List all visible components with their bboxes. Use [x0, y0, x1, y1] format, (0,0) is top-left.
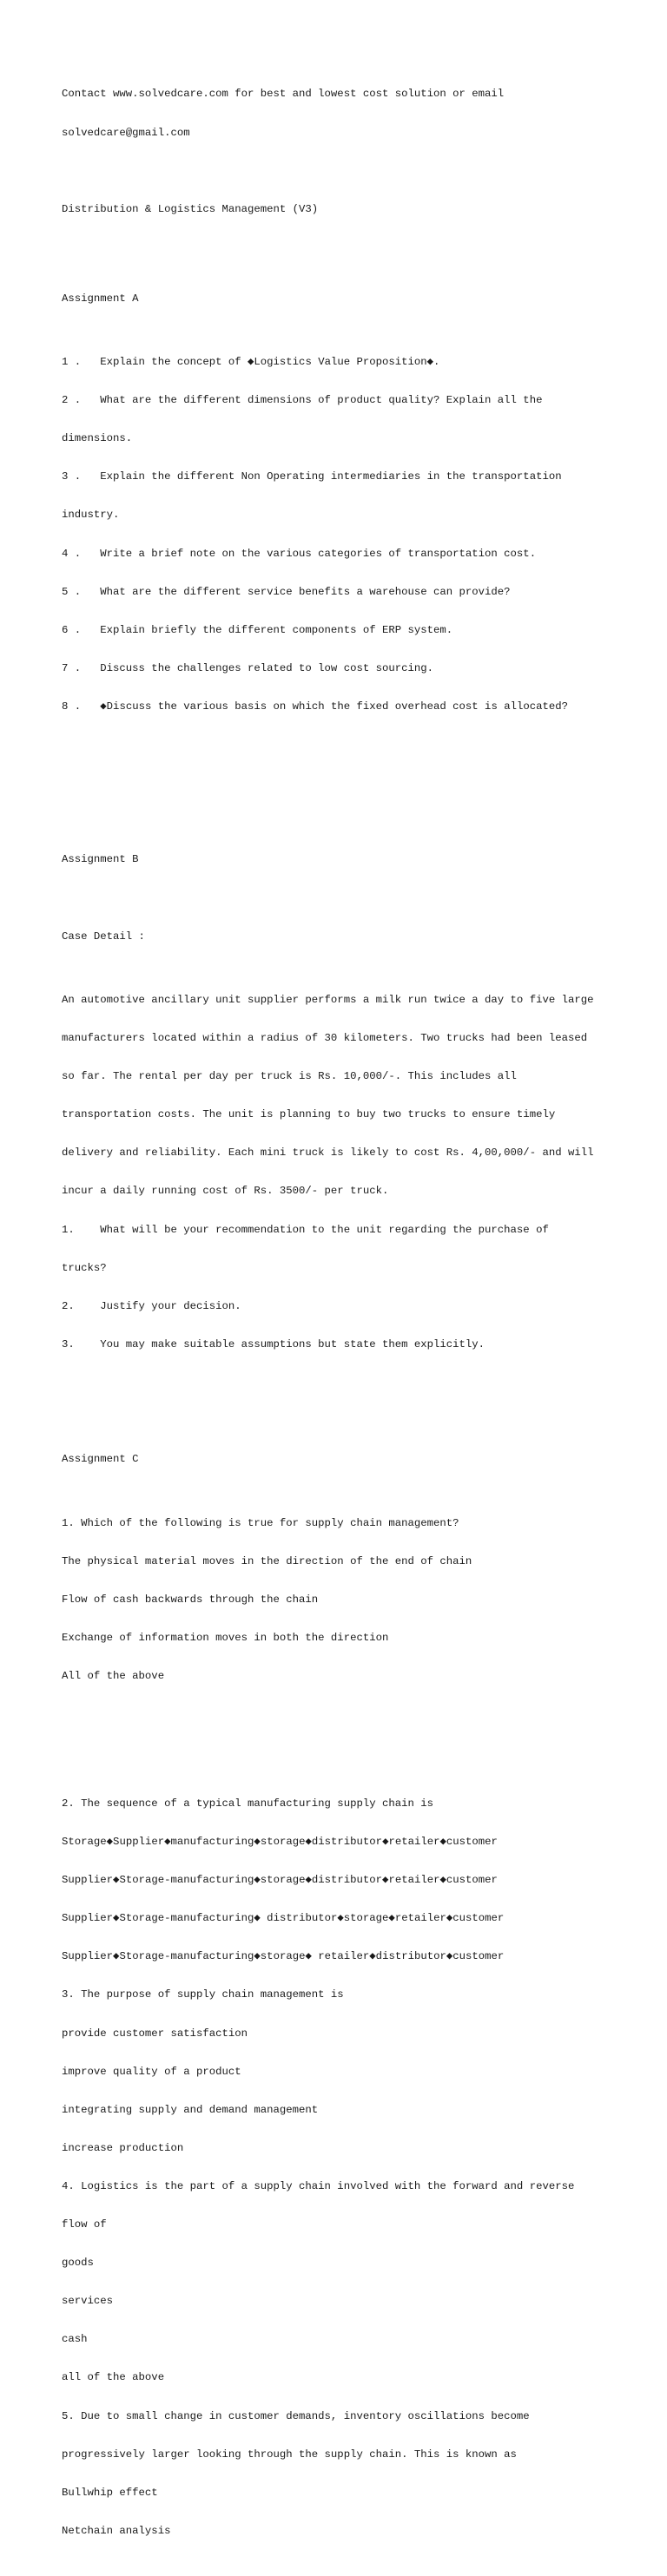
text-line: All of the above [62, 1670, 165, 1683]
text-line: The physical material moves in the direction of the end of chain [62, 1554, 472, 1567]
assignment-a-heading: Assignment A [62, 292, 139, 305]
text-line: Supplier◆Storage-manufacturing◆ distributor◆storage◆retailer◆customer [62, 1912, 505, 1925]
text-line: Supplier◆Storage-manufacturing◆storage◆distributor◆retailer◆customer [62, 1874, 498, 1887]
text-line: transportation costs. The unit is planning to buy two trucks to ensure timely [62, 1108, 556, 1121]
spacer [62, 165, 661, 178]
assignment-c-q1 [62, 1491, 661, 1708]
text-line: 2. Justify your decision. [62, 1299, 241, 1312]
text-line: dimensions. [62, 432, 133, 445]
assignment-c-q2-onward [62, 1772, 661, 2563]
text-line: 3 . Explain the different Non Operating intermediaries in the transportation [62, 470, 562, 483]
text-line: 3. You may make suitable assumptions but state them explicitly. [62, 1337, 485, 1350]
text-line: Flow of cash backwards through the chain [62, 1593, 319, 1606]
text-line: improve quality of a product [62, 2065, 241, 2078]
text-line: 8 . ◆Discuss the various basis on which the fixed overhead cost is allocated? [62, 700, 568, 713]
text-line: 1. What will be your recommendation to the unit regarding the purchase of [62, 1223, 549, 1236]
text-line: 1. Which of the following is true for supply chain management? [62, 1516, 459, 1529]
text-line: cash [62, 2333, 88, 2346]
document-page [62, 62, 661, 2576]
spacer [62, 803, 661, 816]
text-line: goods [62, 2257, 94, 2270]
text-line: 5 . What are the different service benefits a warehouse can provide? [62, 585, 511, 598]
contact-line-1: Contact www.solvedcare.com for best and lowest cost solution or email [62, 88, 505, 101]
spacer [62, 891, 661, 904]
text-line: delivery and reliability. Each mini truck is likely to cost Rs. 4,00,000/- and will [62, 1147, 594, 1160]
text-line: An automotive ancillary unit supplier performs a milk run twice a day to five large [62, 994, 594, 1006]
spacer [62, 764, 661, 777]
assignment-c-heading: Assignment C [62, 1453, 139, 1466]
contact-line-2: solvedcare@gmail.com [62, 126, 190, 139]
text-line: 7 . Discuss the challenges related to low cost sourcing. [62, 661, 434, 674]
spacer [62, 1734, 661, 1747]
text-line: flow of [62, 2218, 107, 2231]
text-line: 1 . Explain the concept of ◆Logistics Value Proposition◆. [62, 356, 440, 369]
assignment-a-questions [62, 331, 661, 739]
text-line: integrating supply and demand management [62, 2103, 319, 2116]
text-line: Exchange of information moves in both the direction [62, 1631, 389, 1644]
text-line: Supplier◆Storage-manufacturing◆storage◆ retailer◆distributor◆customer [62, 1950, 505, 1963]
text-line: provide customer satisfaction [62, 2027, 248, 2040]
text-line: Storage◆Supplier◆manufacturing◆storage◆distributor◆retailer◆customer [62, 1836, 498, 1849]
text-line: industry. [62, 509, 120, 522]
text-line: incur a daily running cost of Rs. 3500/- per truck. [62, 1185, 389, 1198]
text-line: 4 . Write a brief note on the various categories of transportation cost. [62, 547, 537, 560]
text-line: 4. Logistics is the part of a supply chain involved with the forward and reverse [62, 2179, 575, 2192]
text-line: 6 . Explain briefly the different components of ERP system. [62, 623, 453, 636]
text-line: 5. Due to small change in customer demands, inventory oscillations become [62, 2409, 530, 2422]
assignment-b-case [62, 969, 661, 1377]
text-line: Bullwhip effect [62, 2486, 158, 2499]
document-title: Distribution & Logistics Management (V3) [62, 202, 319, 215]
spacer [62, 241, 661, 254]
text-line: Netchain analysis [62, 2524, 171, 2537]
text-line: trucks? [62, 1261, 107, 1274]
assignment-b-heading: Assignment B [62, 853, 139, 866]
text-line: all of the above [62, 2371, 165, 2384]
text-line: progressively larger looking through the supply chain. This is known as [62, 2448, 517, 2461]
text-line: so far. The rental per day per truck is Rs. 10,000/-. This includes all [62, 1070, 517, 1083]
text-line: services [62, 2295, 114, 2308]
case-detail-label: Case Detail : [62, 930, 145, 943]
text-line: manufacturers located within a radius of 30 kilometers. Two trucks had been leased [62, 1032, 588, 1045]
text-line: 2 . What are the different dimensions of product quality? Explain all the [62, 394, 543, 407]
text-line: 2. The sequence of a typical manufacturing supply chain is [62, 1797, 434, 1810]
spacer [62, 1402, 661, 1415]
text-line: 3. The purpose of supply chain management is [62, 1988, 344, 2001]
text-line: increase production [62, 2141, 184, 2154]
